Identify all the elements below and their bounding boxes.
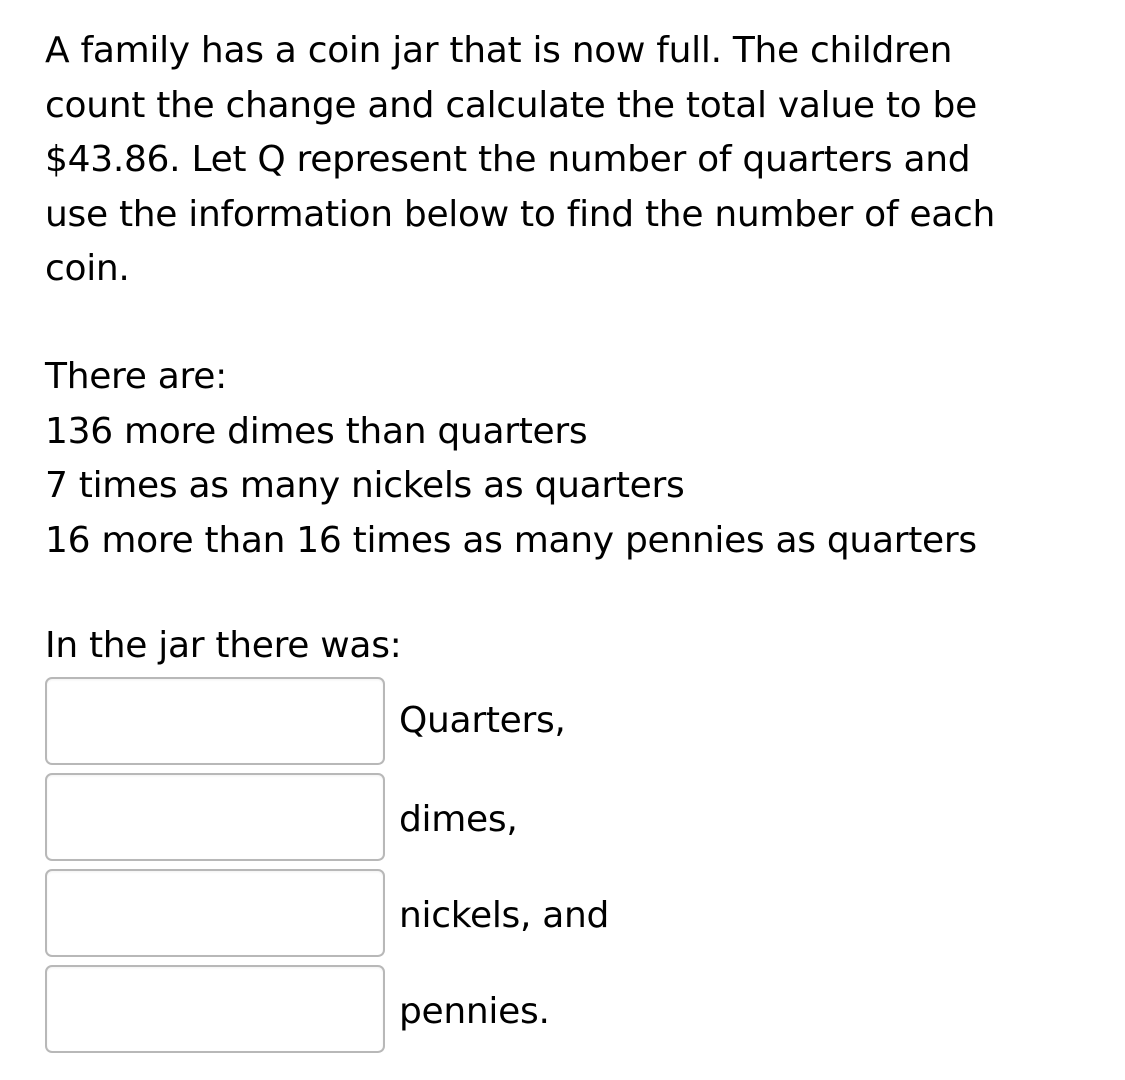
dimes-label: dimes,: [399, 799, 518, 840]
condition-pennies: 16 more than 16 times as many pennies as quarters: [45, 519, 977, 561]
answer-row-nickels: [45, 869, 745, 957]
nickels-input[interactable]: [45, 869, 385, 957]
conditions-intro: There are:: [45, 356, 227, 397]
question-line: A family has a coin jar that is now full. The children: [45, 30, 953, 71]
nickels-label: nickels, and: [399, 895, 610, 936]
question-line: coin.: [45, 248, 130, 289]
question-text: [45, 24, 1095, 297]
conditions-list: [45, 350, 1105, 568]
quarters-input[interactable]: [45, 677, 385, 765]
condition-dimes: 136 more dimes than quarters: [45, 410, 588, 452]
condition-nickels: 7 times as many nickels as quarters: [45, 465, 685, 506]
question-line: use the information below to find the number of each: [45, 193, 996, 235]
answer-row-quarters: [45, 677, 745, 765]
dimes-input[interactable]: [45, 773, 385, 861]
quarters-label: Quarters,: [399, 700, 566, 741]
answer-row-pennies: [45, 965, 745, 1053]
pennies-input[interactable]: [45, 965, 385, 1053]
question-line: $43.86. Let Q represent the number of quarters and: [45, 139, 971, 180]
pennies-label: pennies.: [399, 991, 550, 1032]
answer-row-dimes: [45, 773, 745, 861]
question-line: count the change and calculate the total value to be: [45, 84, 977, 126]
answers-heading: In the jar there was:: [45, 625, 402, 666]
